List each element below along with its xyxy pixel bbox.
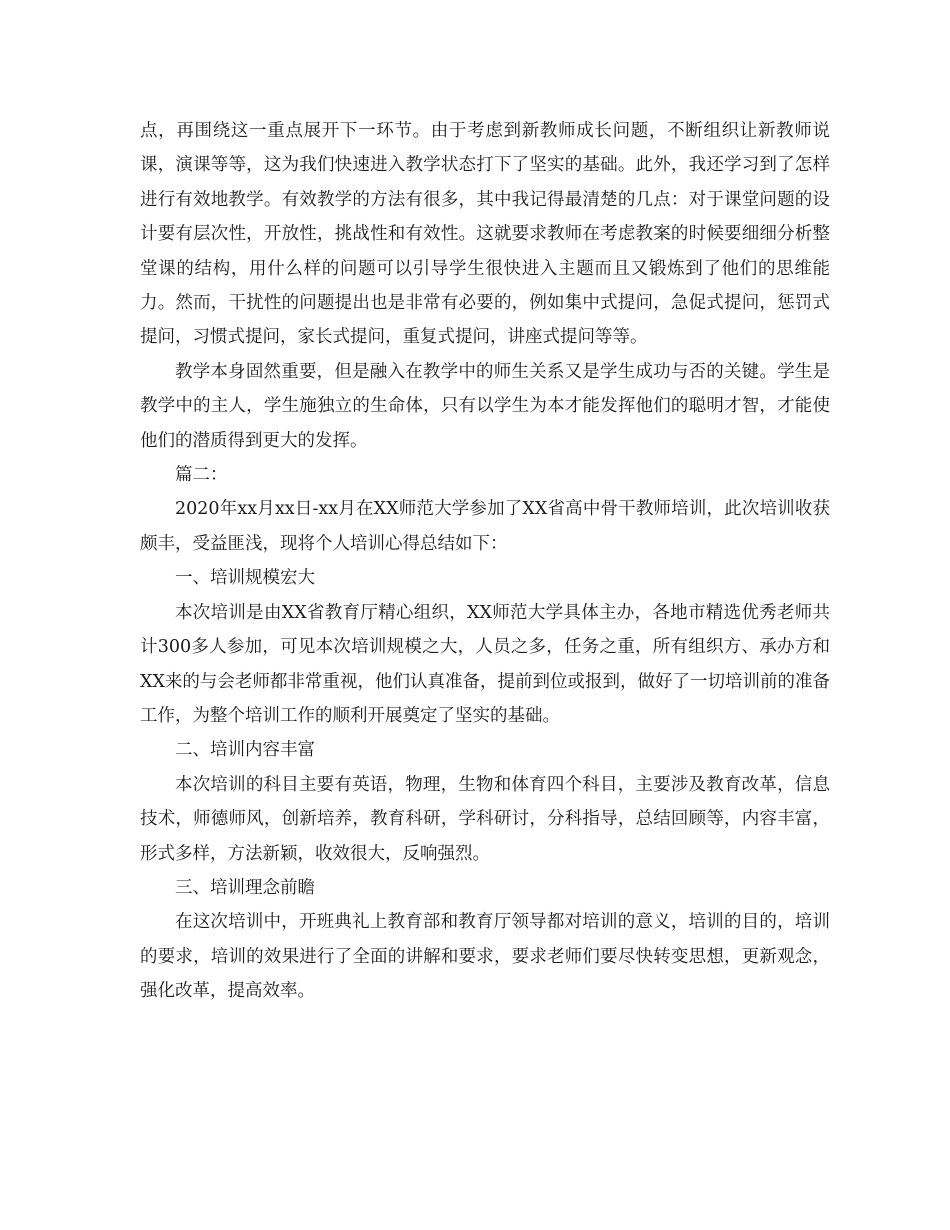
heading-training-concept: 三、培训理念前瞻 bbox=[175, 877, 315, 898]
paragraph-training-content: 本次培训的科目主要有英语，物理，生物和体育四个科目，主要涉及教育改革，信息技术，师德师风，创新培养，教育科研，学科研讨，分科指导，总结回顾等，内容丰富，形式多样，方法新颖，收效很大，反响强烈。 bbox=[140, 774, 830, 864]
paragraph-teacher-student-relationship: 教学本身固然重要，但是融入在教学中的师生关系又是学生成功与否的关键。学生是教学中的主人，学生施独立的生命体，只有以学生为本才能发挥他们的聪明才智，才能使他们的潜质得到更大的发挥。 bbox=[140, 361, 830, 451]
heading-training-scale: 一、培训规模宏大 bbox=[175, 568, 315, 589]
paragraph-training-concept: 在这次培训中，开班典礼上教育部和教育厅领导都对培训的意义，培训的目的，培训的要求，培训的效果进行了全面的讲解和要求，要求老师们要尽快转变思想，更新观念，强化改革，提高效率。 bbox=[140, 912, 830, 1002]
paragraph-training-scale: 本次培训是由XX省教育厅精心组织，XX师范大学具体主办，各地市精选优秀老师共计300多人参加，可见本次培训规模之大，人员之多，任务之重，所有组织方、承办方和XX来的与会老师都非常重视，他们认真准备，提前到位或报到，做好了一切培训前的准备工作，为整个培训工作的顺利开展奠定了坚实的基础。 bbox=[140, 602, 830, 726]
document-body bbox=[140, 114, 830, 1009]
paragraph-training-intro: 2020年xx月xx日-xx月在XX师范大学参加了XX省高中骨干教师培训，此次培训收获颇丰，受益匪浅，现将个人培训心得总结如下： bbox=[140, 499, 830, 554]
paragraph-continuation: 点，再围绕这一重点展开下一环节。由于考虑到新教师成长问题，不断组织让新教师说课，演课等等，这为我们快速进入教学状态打下了坚实的基础。此外，我还学习到了怎样进行有效地教学。有效教学的方法有很多，其中我记得最清楚的几点：对于课堂问题的设计要有层次性，开放性，挑战性和有效性。这就要求教师在考虑教案的时候要细细分析整堂课的结构，用什么样的问题可以引导学生很快进入主题而且又锻炼到了他们的思维能力。然而，干扰性的问题提出也是非常有必要的，例如集中式提问，急促式提问，惩罚式提问，习惯式提问，家长式提问，重复式提问，讲座式提问等等。 bbox=[140, 121, 830, 348]
section-heading-part-two: 篇二： bbox=[175, 465, 228, 486]
heading-training-content: 二、培训内容丰富 bbox=[175, 740, 315, 761]
